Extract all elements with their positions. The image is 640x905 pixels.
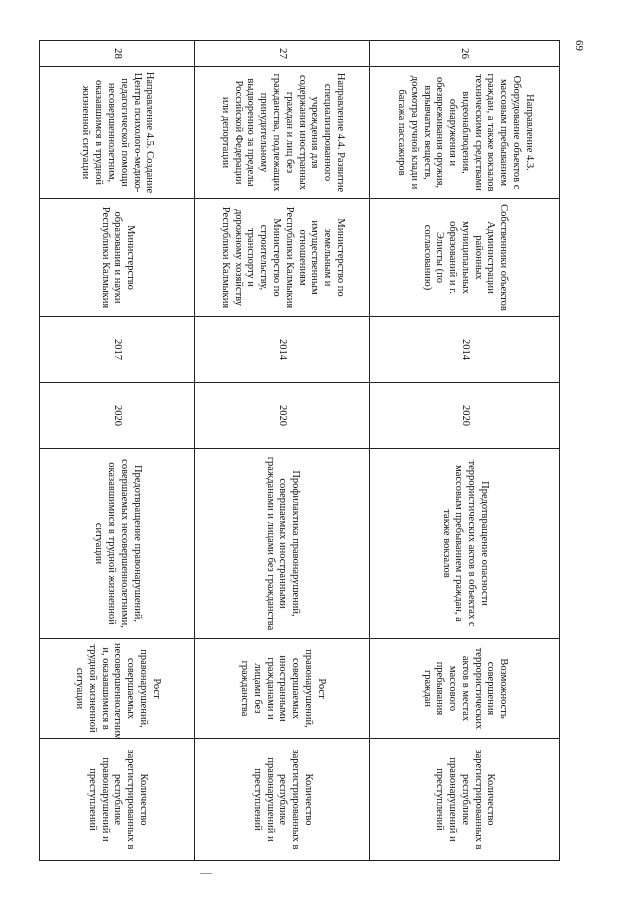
measures-table — [39, 40, 560, 861]
indicator-cell: Количество зарегистрированных в республике правонарушений и преступлений — [195, 739, 370, 861]
end-year-cell: 2020 — [370, 383, 560, 449]
row-number: 28 — [40, 41, 195, 67]
expected-result-cell: Предотвращение правонарушений, совершаемых несовершеннолетними, оказавшимися в трудной жизненной ситуации — [40, 449, 195, 639]
rotated-table-area — [40, 40, 560, 860]
start-year-cell: 2014 — [370, 317, 560, 383]
direction-cell: Направление 4.5. Создание Центра психолого-медико-педагогической помощи несовершеннолетним, оказавшимся в трудной жизненной ситуации — [40, 67, 195, 199]
expected-result-cell: Предотвращение опасности террористических актов в объектах с массовым пребыванием граждан, а также вокзалов — [370, 449, 560, 639]
expected-result-cell: Профилактика правонарушений, совершаемых иностранными гражданами и лицами без гражданства — [195, 449, 370, 639]
indicator-cell: Количество зарегистрированных в республике правонарушений и преступлений — [40, 739, 195, 861]
end-year-cell: 2020 — [40, 383, 195, 449]
table-row — [370, 41, 560, 861]
risks-cell: Рост правонарушений, совершаемых несовершеннолетним и, оказавшимися в трудной жизненной ситуации — [40, 639, 195, 739]
rotated-table-wrapper — [40, 40, 560, 860]
start-year-cell: 2017 — [40, 317, 195, 383]
indicator-cell: Количество зарегистрированных в республике правонарушений и преступлений — [370, 739, 560, 861]
table-row — [195, 41, 370, 861]
executor-cell: Министерство образования и науки Республики Калмыкия — [40, 199, 195, 317]
end-year-cell: 2020 — [195, 383, 370, 449]
row-number: 26 — [370, 41, 560, 67]
row-number: 27 — [195, 41, 370, 67]
table-row — [40, 41, 195, 861]
executor-cell: Собственники объектов Администрации районных муниципальных образований и г. Элисты (по согласованию) — [370, 199, 560, 317]
direction-cell: Направление 4.3. Оборудование объектов с массовым пребыванием граждан, а также вокзалов техническими средствами видеонаблюдения, обнаружения и обезвреживания оружия, взрывчатых веществ, досмотра ручной клади и багажа пассажиров — [370, 67, 560, 199]
start-year-cell: 2014 — [195, 317, 370, 383]
page-number: 69 — [573, 40, 585, 51]
scan-mark — [200, 873, 212, 874]
risks-cell: Рост правонарушений, совершаемых иностранными гражданами и лицами без гражданства — [195, 639, 370, 739]
executor-cell: Министерство по земельным и имущественным отношениям Республики Калмыкия Министерство по строительству, транспорту и дорожному хозяйству Республики Калмыкия — [195, 199, 370, 317]
risks-cell: Возможность совершения террористических актов в местах массового пребывания граждан — [370, 639, 560, 739]
direction-cell: Направление 4.4. Развитие специализированного учреждения для содержания иностранных граждан и лиц без гражданства, подлежащих принудительному выдворению за пределы Российской Федерации или депортации — [195, 67, 370, 199]
